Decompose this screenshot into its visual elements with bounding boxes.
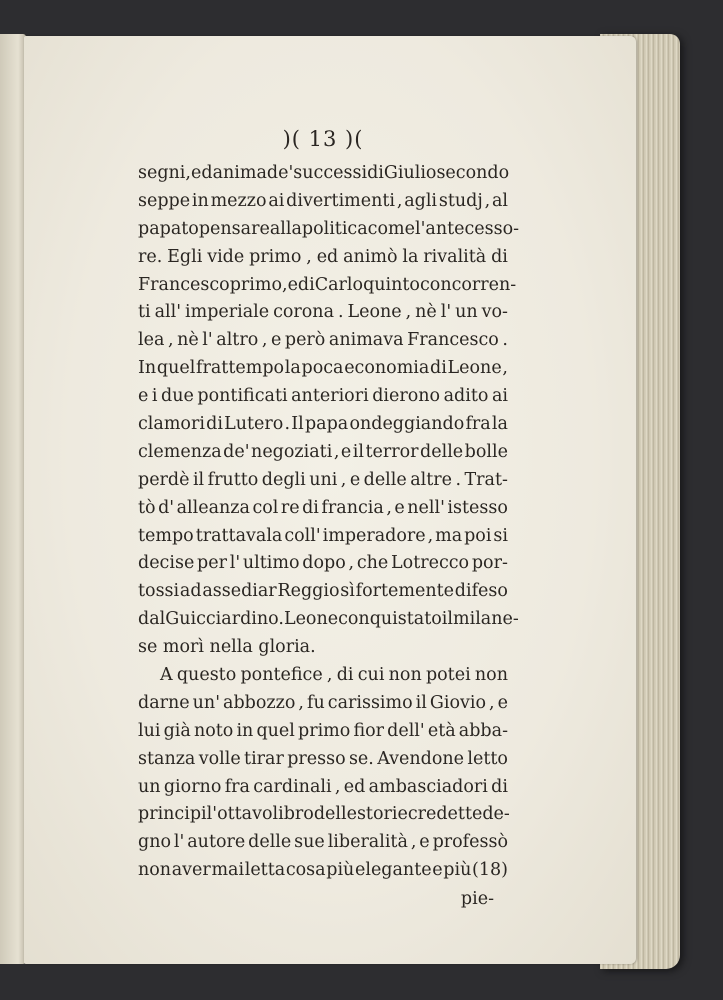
word: nell' — [407, 497, 445, 518]
word: imperadore — [322, 525, 426, 546]
word: cosa — [285, 860, 326, 881]
word: l' — [202, 330, 213, 351]
word: Leone — [447, 358, 502, 379]
word: volle — [198, 748, 241, 769]
word: e — [497, 692, 508, 713]
word: vide — [207, 246, 245, 267]
word: cardinali — [253, 776, 332, 797]
text-line — [138, 244, 508, 272]
word: politica — [301, 218, 368, 239]
word: Leone — [347, 302, 402, 323]
word: alleanza — [176, 497, 250, 518]
text-line — [138, 327, 508, 355]
word: , — [185, 163, 191, 183]
text-line — [138, 690, 508, 718]
word: non — [474, 665, 508, 686]
word: già — [163, 720, 191, 741]
word: un — [138, 776, 161, 797]
word: stanza — [138, 748, 196, 769]
word: autore — [187, 832, 246, 853]
word: concorren- — [419, 274, 517, 295]
word: libro — [272, 804, 314, 825]
word: (18) — [472, 860, 508, 881]
left-facing-page — [0, 34, 26, 964]
word: , — [306, 246, 312, 267]
word: e — [419, 832, 430, 853]
word: vo- — [481, 302, 508, 323]
word: noto — [193, 720, 234, 741]
word: delle — [420, 441, 464, 462]
word: di — [367, 163, 384, 183]
word: coll' — [284, 525, 321, 546]
word: mezzo — [210, 190, 267, 211]
page-number: )( 13 )( — [282, 127, 364, 151]
word: sì — [340, 581, 355, 602]
word: d' — [158, 497, 175, 518]
word: fra — [465, 414, 491, 435]
word: al — [491, 190, 508, 211]
word: terror — [365, 441, 419, 462]
word: e — [138, 386, 149, 407]
word: Giovio — [429, 692, 487, 713]
word: nè — [177, 330, 199, 351]
word: Lutero — [224, 414, 284, 435]
book-page — [24, 36, 636, 964]
word: Carlo — [314, 274, 364, 295]
word: . — [502, 330, 508, 351]
word: età — [427, 720, 456, 741]
word: , — [405, 302, 412, 323]
word: assediar — [202, 581, 277, 602]
word: , — [298, 692, 304, 713]
word: abba- — [458, 720, 508, 741]
word: frattempo — [196, 358, 285, 379]
word: , — [489, 692, 495, 713]
word: dopo — [302, 553, 346, 574]
word: ondeggiando — [349, 414, 465, 435]
word: Il — [291, 414, 304, 435]
word: ed — [191, 163, 213, 183]
word: sue — [294, 832, 325, 853]
word: dell' — [387, 720, 425, 741]
word: , — [340, 469, 347, 490]
word: A — [160, 665, 173, 686]
word: , — [502, 358, 508, 379]
word: l' — [229, 553, 241, 574]
word: ma — [435, 525, 463, 546]
word: col — [252, 497, 279, 518]
word: , — [484, 190, 491, 211]
word: , — [396, 190, 403, 211]
word: fu — [307, 692, 325, 713]
word: e — [394, 497, 405, 518]
text-line — [138, 216, 520, 244]
word: quel — [256, 720, 295, 741]
text-line — [138, 355, 508, 383]
word: Lotrecco — [391, 553, 470, 574]
word: fior — [353, 720, 385, 741]
word: economia — [344, 358, 430, 379]
word: degli — [261, 469, 306, 490]
word: studj — [438, 190, 483, 211]
word: secondo — [436, 163, 510, 183]
word: poca — [301, 358, 344, 379]
word: conquistato — [338, 609, 442, 630]
word: altre — [410, 469, 452, 490]
word: ai — [268, 190, 285, 211]
word: abbozzo — [223, 692, 296, 713]
text-line — [138, 662, 508, 690]
text-line — [138, 746, 508, 774]
word: agli — [404, 190, 438, 211]
word: re — [280, 497, 300, 518]
text-line — [138, 550, 508, 578]
word: storie — [356, 804, 408, 825]
word: , — [410, 832, 417, 853]
text-line — [138, 272, 517, 300]
word: lui — [138, 720, 161, 741]
word: più — [443, 860, 472, 881]
word: che — [356, 553, 389, 574]
word: re. — [138, 246, 163, 267]
word: giorno — [163, 776, 222, 797]
text-line — [138, 857, 508, 885]
word: di — [491, 246, 508, 267]
word: il — [192, 469, 205, 490]
text-line — [138, 383, 508, 411]
word: un' — [192, 692, 221, 713]
word: poi — [464, 525, 492, 546]
word: l' — [414, 218, 426, 239]
word: Giulio — [383, 163, 437, 183]
word: delle — [313, 804, 357, 825]
word: Guicciardino. — [165, 609, 284, 630]
word: . — [284, 414, 291, 435]
word: delle — [363, 469, 407, 490]
text-line — [138, 299, 508, 327]
word: non — [388, 665, 422, 686]
word: in — [236, 720, 254, 741]
word: e — [287, 274, 298, 295]
word: , — [261, 330, 268, 351]
word: bolle — [464, 441, 508, 462]
word: di — [491, 776, 508, 797]
word: animò — [343, 246, 398, 267]
word: ed — [343, 776, 366, 797]
word: altro — [216, 330, 259, 351]
word: imperiale — [185, 302, 270, 323]
word: milane- — [453, 609, 519, 630]
word: anima — [212, 163, 267, 183]
word: de' — [223, 441, 250, 462]
word: ultimo — [242, 553, 300, 574]
word: Francesco — [138, 274, 230, 295]
word: animava — [328, 330, 404, 351]
text-line — [138, 774, 508, 802]
word: . — [337, 302, 344, 323]
word: decise — [138, 553, 195, 574]
word: de- — [482, 804, 510, 825]
word: uni — [309, 469, 338, 490]
text-line — [138, 801, 508, 829]
word: seppe — [138, 190, 191, 211]
word: ed — [316, 246, 339, 267]
word: delle — [248, 832, 292, 853]
word: questo — [176, 665, 237, 686]
word: darne — [138, 692, 190, 713]
word: successi — [293, 163, 368, 183]
text-line — [138, 495, 508, 523]
word: presso — [287, 748, 346, 769]
word: la — [284, 358, 301, 379]
word: adito — [443, 386, 489, 407]
word: frutto — [207, 469, 259, 490]
word: all' — [154, 302, 182, 323]
word: di — [297, 274, 315, 295]
word: letta — [244, 860, 286, 881]
word: la — [402, 246, 419, 267]
word: Francesco — [407, 330, 499, 351]
text-line — [138, 634, 508, 662]
word: pensare — [198, 218, 270, 239]
word: la — [491, 414, 508, 435]
text-line — [138, 523, 508, 551]
text-line — [138, 439, 508, 467]
word: credette — [407, 804, 483, 825]
word: il — [415, 692, 427, 713]
word: di — [430, 358, 447, 379]
word: di — [302, 497, 319, 518]
word: lea — [138, 330, 165, 351]
word: clemenza — [138, 441, 222, 462]
text-line — [138, 411, 508, 439]
word: ti — [138, 302, 151, 323]
word: primo — [229, 274, 282, 295]
word: in — [191, 190, 209, 211]
word: anteriori — [291, 386, 369, 407]
word: principi — [138, 804, 207, 825]
text-line — [138, 829, 508, 857]
word: francia — [321, 497, 384, 518]
word: Egli — [167, 246, 203, 267]
text-line — [138, 160, 508, 188]
word: , — [386, 497, 392, 518]
word: però — [284, 330, 326, 351]
word: negoziati — [251, 441, 333, 462]
word: letto — [467, 748, 508, 769]
text-line — [138, 578, 508, 606]
word: alla — [269, 218, 302, 239]
word: aver — [171, 860, 211, 881]
word: potei — [425, 665, 471, 686]
word: tempo — [138, 525, 194, 546]
text-line — [138, 188, 508, 216]
word: Reggio — [277, 581, 340, 602]
word: trattavala — [195, 525, 283, 546]
word: nè — [415, 302, 437, 323]
word: elegante — [354, 860, 432, 881]
word: , — [281, 274, 288, 295]
word: mai — [211, 860, 245, 881]
word: quinto — [363, 274, 420, 295]
word: e — [340, 441, 352, 462]
word: quel — [156, 358, 196, 379]
word: il — [441, 609, 453, 630]
word: pontefice — [240, 665, 323, 686]
word: primo — [298, 720, 351, 741]
word: Leone — [283, 609, 339, 630]
word: por- — [471, 553, 508, 574]
word: , — [333, 441, 340, 462]
word: gno — [138, 832, 172, 853]
word: primo — [249, 246, 302, 267]
word: carissimo — [327, 692, 413, 713]
word: il — [352, 441, 364, 462]
word: istesso — [447, 497, 508, 518]
word: l' — [206, 804, 218, 825]
word: de' — [266, 163, 294, 183]
word: non — [138, 860, 172, 881]
word: tò — [138, 497, 156, 518]
word: l' — [440, 302, 452, 323]
word: per — [197, 553, 227, 574]
catchword: pie- — [460, 889, 494, 910]
word: l' — [173, 832, 185, 853]
word: , — [427, 525, 434, 546]
word: perdè — [138, 469, 190, 490]
word: Avendone — [377, 748, 465, 769]
word: fortemente — [355, 581, 455, 602]
text-line — [138, 467, 508, 495]
word: di — [336, 665, 354, 686]
word: i — [151, 386, 158, 407]
word: pontificati — [197, 386, 288, 407]
word: rivalità — [423, 246, 487, 267]
text-block — [138, 122, 520, 913]
word: un — [455, 302, 478, 323]
word: se morì nella gloria. — [138, 637, 316, 658]
word: dal — [138, 609, 166, 630]
word: due — [161, 386, 194, 407]
word: e — [270, 330, 282, 351]
word: tirar — [244, 748, 284, 769]
word: corona — [273, 302, 335, 323]
word: di — [206, 414, 223, 435]
word: , — [167, 330, 174, 351]
word: e — [349, 469, 361, 490]
word: dierono — [372, 386, 441, 407]
word: si — [493, 525, 508, 546]
word: antecesso- — [425, 218, 520, 239]
word: difeso — [454, 581, 508, 602]
word: segni — [138, 163, 186, 183]
word: ambasciadori — [368, 776, 488, 797]
word: cui — [357, 665, 385, 686]
word: più — [326, 860, 355, 881]
word: fra — [224, 776, 250, 797]
word: Trat- — [464, 469, 508, 490]
word: tossi — [138, 581, 180, 602]
body-text — [138, 160, 520, 885]
word: In — [138, 358, 157, 379]
word: , — [334, 776, 341, 797]
word: liberalità — [327, 832, 408, 853]
word: clamori — [138, 414, 205, 435]
word: , — [326, 665, 333, 686]
word: e — [432, 860, 443, 881]
word: ai — [491, 386, 508, 407]
word: ottavo — [217, 804, 273, 825]
word: ad — [179, 581, 202, 602]
word: professò — [432, 832, 508, 853]
word: se. — [348, 748, 374, 769]
word: divertimenti — [286, 190, 396, 211]
word: papa — [304, 414, 349, 435]
text-line — [138, 718, 508, 746]
word: . — [455, 469, 462, 490]
word: , — [348, 553, 355, 574]
word: come — [367, 218, 415, 239]
word: papato — [138, 218, 199, 239]
text-line — [138, 606, 519, 634]
